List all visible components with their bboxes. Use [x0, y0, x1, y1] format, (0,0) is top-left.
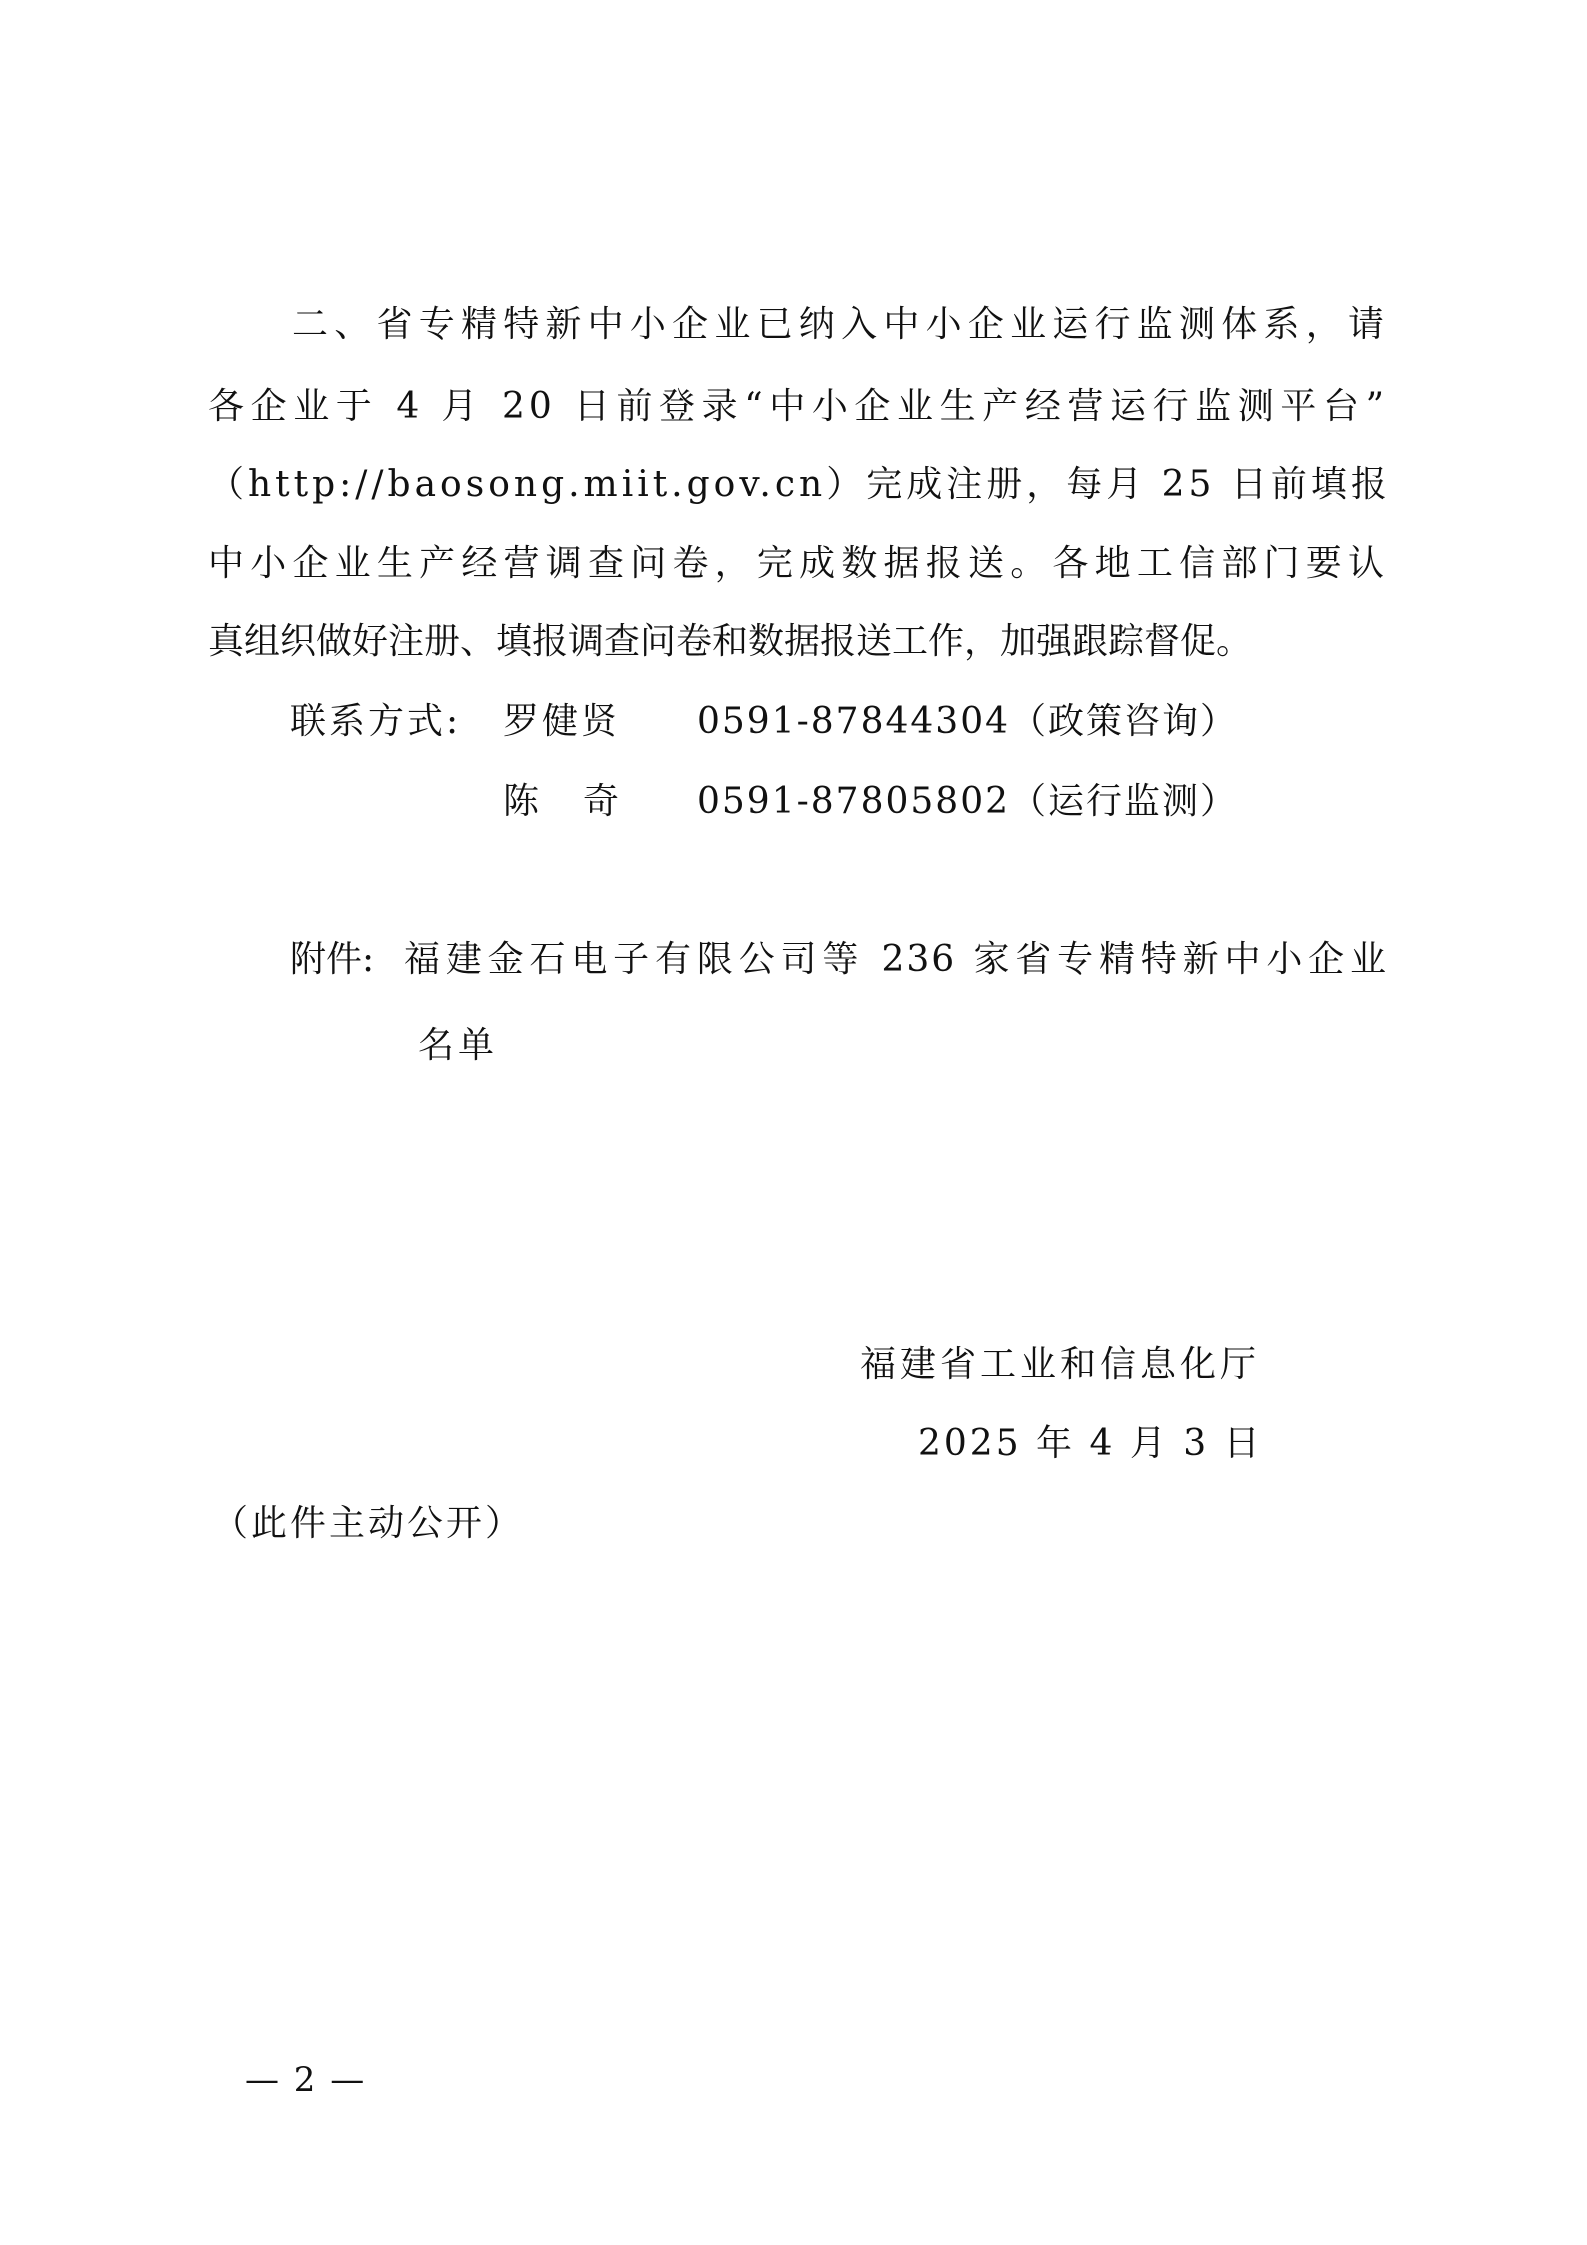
- paragraph-line-1: 二、省专精特新中小企业已纳入中小企业运行监测体系，请: [292, 304, 1388, 345]
- paragraph-line-2: 各企业于 4 月 20 日前登录“中小企业生产经营运行监测平台”: [208, 386, 1388, 427]
- page-number: — 2 —: [245, 2060, 367, 2100]
- disclosure-note: （此件主动公开）: [212, 1503, 525, 1544]
- attachment-label: 附件:: [290, 939, 375, 980]
- signature-org: 福建省工业和信息化厅: [860, 1344, 1261, 1385]
- contact-name-1: 罗健贤: [503, 701, 621, 742]
- attachment-continuation: 名单: [418, 1025, 499, 1066]
- contact-name-2: 陈 奇: [503, 781, 624, 822]
- contact-phone-2: 0591-87805802（运行监测）: [697, 781, 1239, 822]
- contact-phone-1: 0591-87844304（政策咨询）: [697, 701, 1239, 742]
- contact-label: 联系方式:: [290, 701, 462, 742]
- paragraph-line-3: （http://baosong.miit.gov.cn）完成注册，每月 25 日前填报: [208, 464, 1391, 505]
- paragraph-line-4: 中小企业生产经营调查问卷，完成数据报送。各地工信部门要认: [208, 543, 1388, 584]
- attachment-text: 福建金石电子有限公司等 236 家省专精特新中小企业: [404, 939, 1388, 980]
- paragraph-line-5: 真组织做好注册、填报调查问卷和数据报送工作，加强跟踪督促。: [208, 621, 1253, 662]
- signature-date: 2025 年 4 月 3 日: [918, 1423, 1263, 1464]
